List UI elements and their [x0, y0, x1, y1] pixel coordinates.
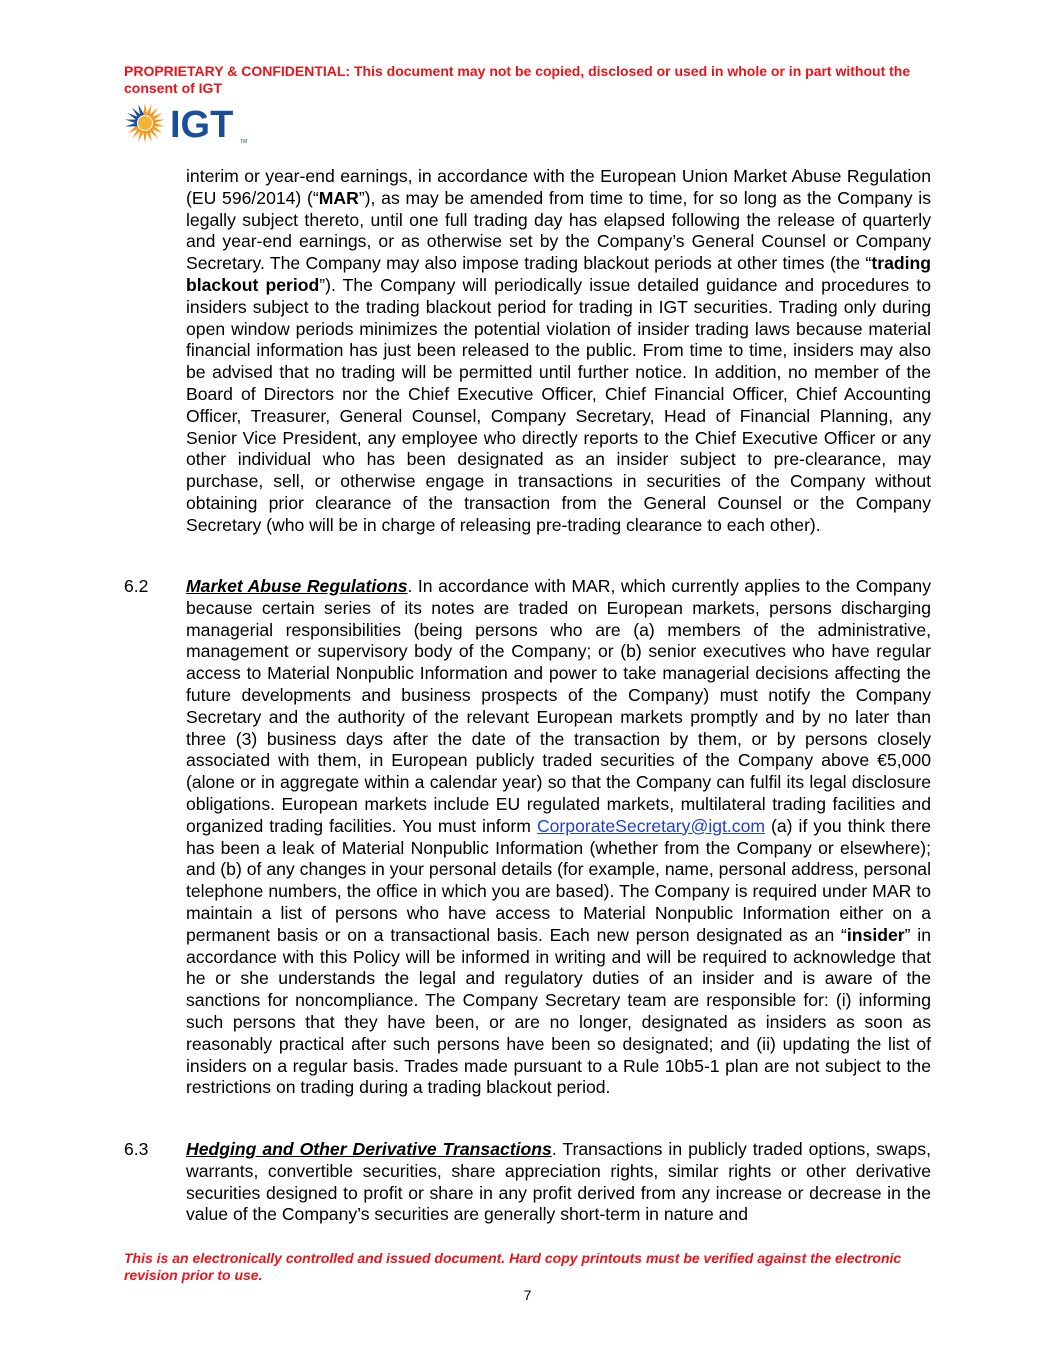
section-number-6-3: 6.3: [124, 1139, 149, 1159]
paragraph-text: ”), as may be amended from time to time, for so long as the Company is legally subject thereto, until one full trading day has elapsed following the release of quarterly and year-end earnings, or as otherwise set by the Company’s General Counsel or Company Secretary. The Company may also impose trading blackout periods at other times (the “: [186, 187, 931, 274]
confidentiality-notice: PROPRIETARY & CONFIDENTIAL: This document may not be copied, disclosed or used in whole or in part without the consent of IGT: [124, 63, 911, 96]
section-6-2-paragraph: [186, 576, 931, 1099]
corporate-secretary-email-link[interactable]: CorporateSecretary@igt.com: [536, 815, 766, 836]
footer-notice: This is an electronically controlled and issued document. Hard copy printouts must be verified against the electronic revision prior to use.: [124, 1250, 902, 1283]
paragraph-text: interim or year-end earnings, in accordance with the European Union Market Abuse Regulation (EU 596/2014) (“: [186, 166, 931, 208]
paragraph-text: . In accordance with MAR, which currently applies to the Company because certain series of its notes are traded on European markets, persons discharging managerial responsibilities (being persons who are (a) members of the administrative, management or supervisory body of the Company; or (b) senior executives who have regular access to Material Nonpublic Information and power to take managerial decisions affecting the future developments and business prospects of the Company) must notify the Company Secretary and the authority of the relevant European markets promptly and by no later than three (3) business days after the date of the transaction by them, or by persons closely associated with them, in European publicly traded securities of the Company above €5,000 (alone or in aggregate within a calendar year) so that the Company can fulfil its legal disclosure obligations. European markets include EU regulated markets, multilateral trading facilities and organized trading facilities. You must inform: [186, 576, 931, 836]
paragraph-text: . Transactions in publicly traded options, swaps, warrants, convertible securities, share appreciation rights, similar rights or other derivative securities designed to profit or share in any profit derived from any increase or decrease in the value of the Company’s securities are generally short-term in nature and: [186, 1139, 931, 1225]
defined-term-insider: insider: [846, 924, 905, 945]
section-6-3-paragraph: [186, 1139, 931, 1226]
igt-logo: [123, 101, 253, 145]
section-number-6-2: 6.2: [124, 576, 149, 596]
paragraph-text: ”). The Company will periodically issue detailed guidance and procedures to insiders subject to the trading blackout period for trading in IGT securities. Trading only during open window periods minimizes the potential violation of insider trading laws because material financial information has just been released to the public. From time to time, insiders may also be advised that no trading will be permitted until further notice. In addition, no member of the Board of Directors nor the Chief Executive Officer, Chief Financial Officer, Chief Accounting Officer, Treasurer, General Counsel, Company Secretary, Head of Financial Planning, any Senior Vice President, any employee who directly reports to the Chief Executive Officer or any other individual who has been designated as an insider subject to pre-clearance, may purchase, sell, or otherwise engage in transactions in securities of the Company without obtaining prior clearance of the transaction from the General Counsel or the Company Secretary (who will be in charge of releasing pre-trading clearance to each other).: [186, 274, 931, 535]
defined-term-mar: MAR: [318, 187, 359, 208]
section-heading-hedging: Hedging and Other Derivative Transactions: [186, 1139, 552, 1159]
section-heading-market-abuse: Market Abuse Regulations: [186, 576, 408, 596]
continuation-paragraph: [186, 166, 931, 537]
logo-trademark: TM: [240, 139, 248, 145]
logo-wordmark: IGT: [170, 104, 234, 145]
paragraph-text: ” in accordance with this Policy will be informed in writing and will be required to acknowledge that he or she understands the legal and regulatory duties of an insider and is aware of the sanctions for noncompliance. The Company Secretary team are responsible for: (i) informing such persons that they have been, or are no longer, designated as insiders as soon as reasonably practical after such persons have been so designated; and (ii) updating the list of insiders on a regular basis. Trades made pursuant to a Rule 10b5-1 plan are not subject to the restrictions on trading during a trading blackout period.: [186, 924, 931, 1098]
paragraph-text: (a) if you think there has been a leak of Material Nonpublic Information (whether from the Company or elsewhere); and (b) of any changes in your personal details (for example, name, personal address, personal telephone numbers, the office in which you are based). The Company is required under MAR to maintain a list of persons who have access to Material Nonpublic Information either on a permanent basis or on a transactional basis. Each new person designated as an “: [186, 815, 931, 945]
igt-logo-icon: [123, 101, 253, 145]
page-number: 7: [523, 1287, 532, 1303]
defined-term-blackout: trading blackout period: [186, 253, 931, 295]
